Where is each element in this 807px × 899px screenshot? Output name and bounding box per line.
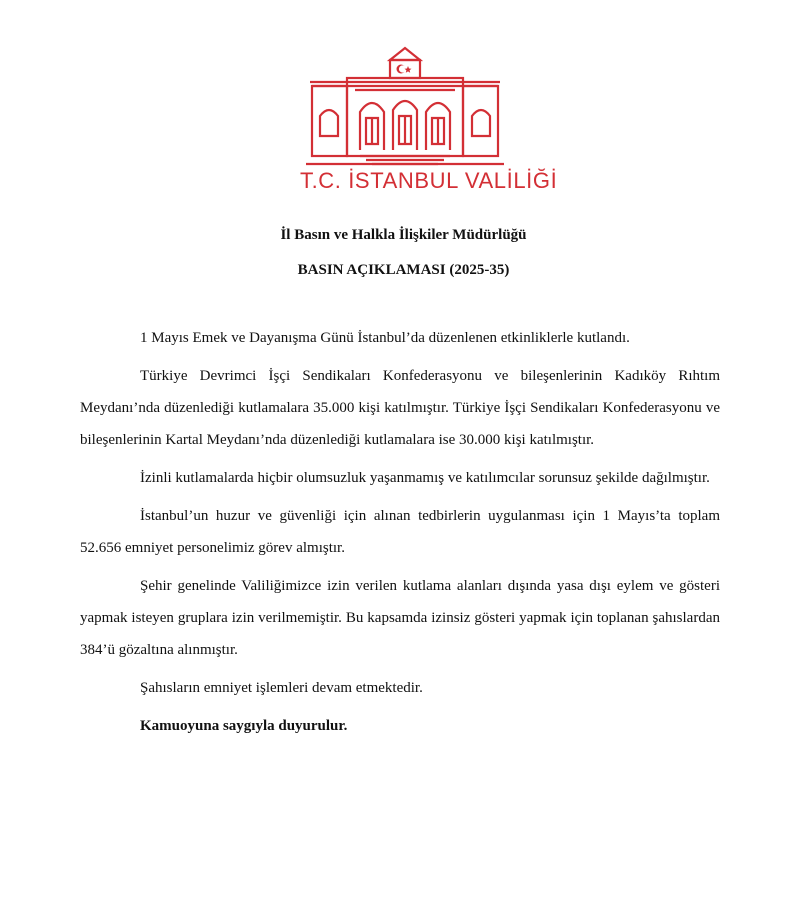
paragraph: İzinli kutlamalarda hiçbir olumsuzluk yaşanmamış ve katılımcılar sorunsuz şekilde dağılmıştır. [140, 470, 710, 486]
paragraph: İstanbul’un huzur ve güvenliği için alınan tedbirlerin uygulanması için 1 Mayıs’ta toplam 52.656 emniyet personelimiz görev almıştır. [80, 508, 720, 556]
paragraph: Türkiye Devrimci İşçi Sendikaları Konfederasyonu ve bileşenlerinin Kadıköy Rıhtım Meydanı’nda düzenlediği kutlamalara 35.000 kişi katılmıştır. Türkiye İşçi Sendikaları Konfederasyonu ve bileşenlerinin Kartal Meydanı’nda düzenlediği kutlamalara ise 30.000 kişi katılmıştır. [80, 368, 720, 448]
department-heading: İl Basın ve Halkla İlişkiler Müdürlüğü [280, 227, 527, 243]
paragraph: 1 Mayıs Emek ve Dayanışma Günü İstanbul’da düzenlenen etkinliklerle kutlandı. [140, 330, 630, 346]
paragraph: Şehir genelinde Valiliğimizce izin verilen kutlama alanları dışında yasa dışı eylem ve gösteri yapmak isteyen gruplara izin verilmemiştir. Bu kapsamda izinsiz gösteri yapmak için toplanan şahıslardan 384’ü gözaltına alınmıştır. [80, 578, 720, 658]
governorship-logo [300, 40, 558, 200]
closing-statement: Kamuoyuna saygıyla duyurulur. [140, 718, 348, 734]
logo-text: T.C. İSTANBUL VALİLİĞİ [300, 168, 558, 193]
press-release-title: BASIN AÇIKLAMASI (2025-35) [297, 262, 510, 278]
press-release-body [80, 322, 720, 748]
paragraph: Şahısların emniyet işlemleri devam etmektedir. [140, 680, 423, 696]
building-emblem-icon [300, 40, 510, 170]
